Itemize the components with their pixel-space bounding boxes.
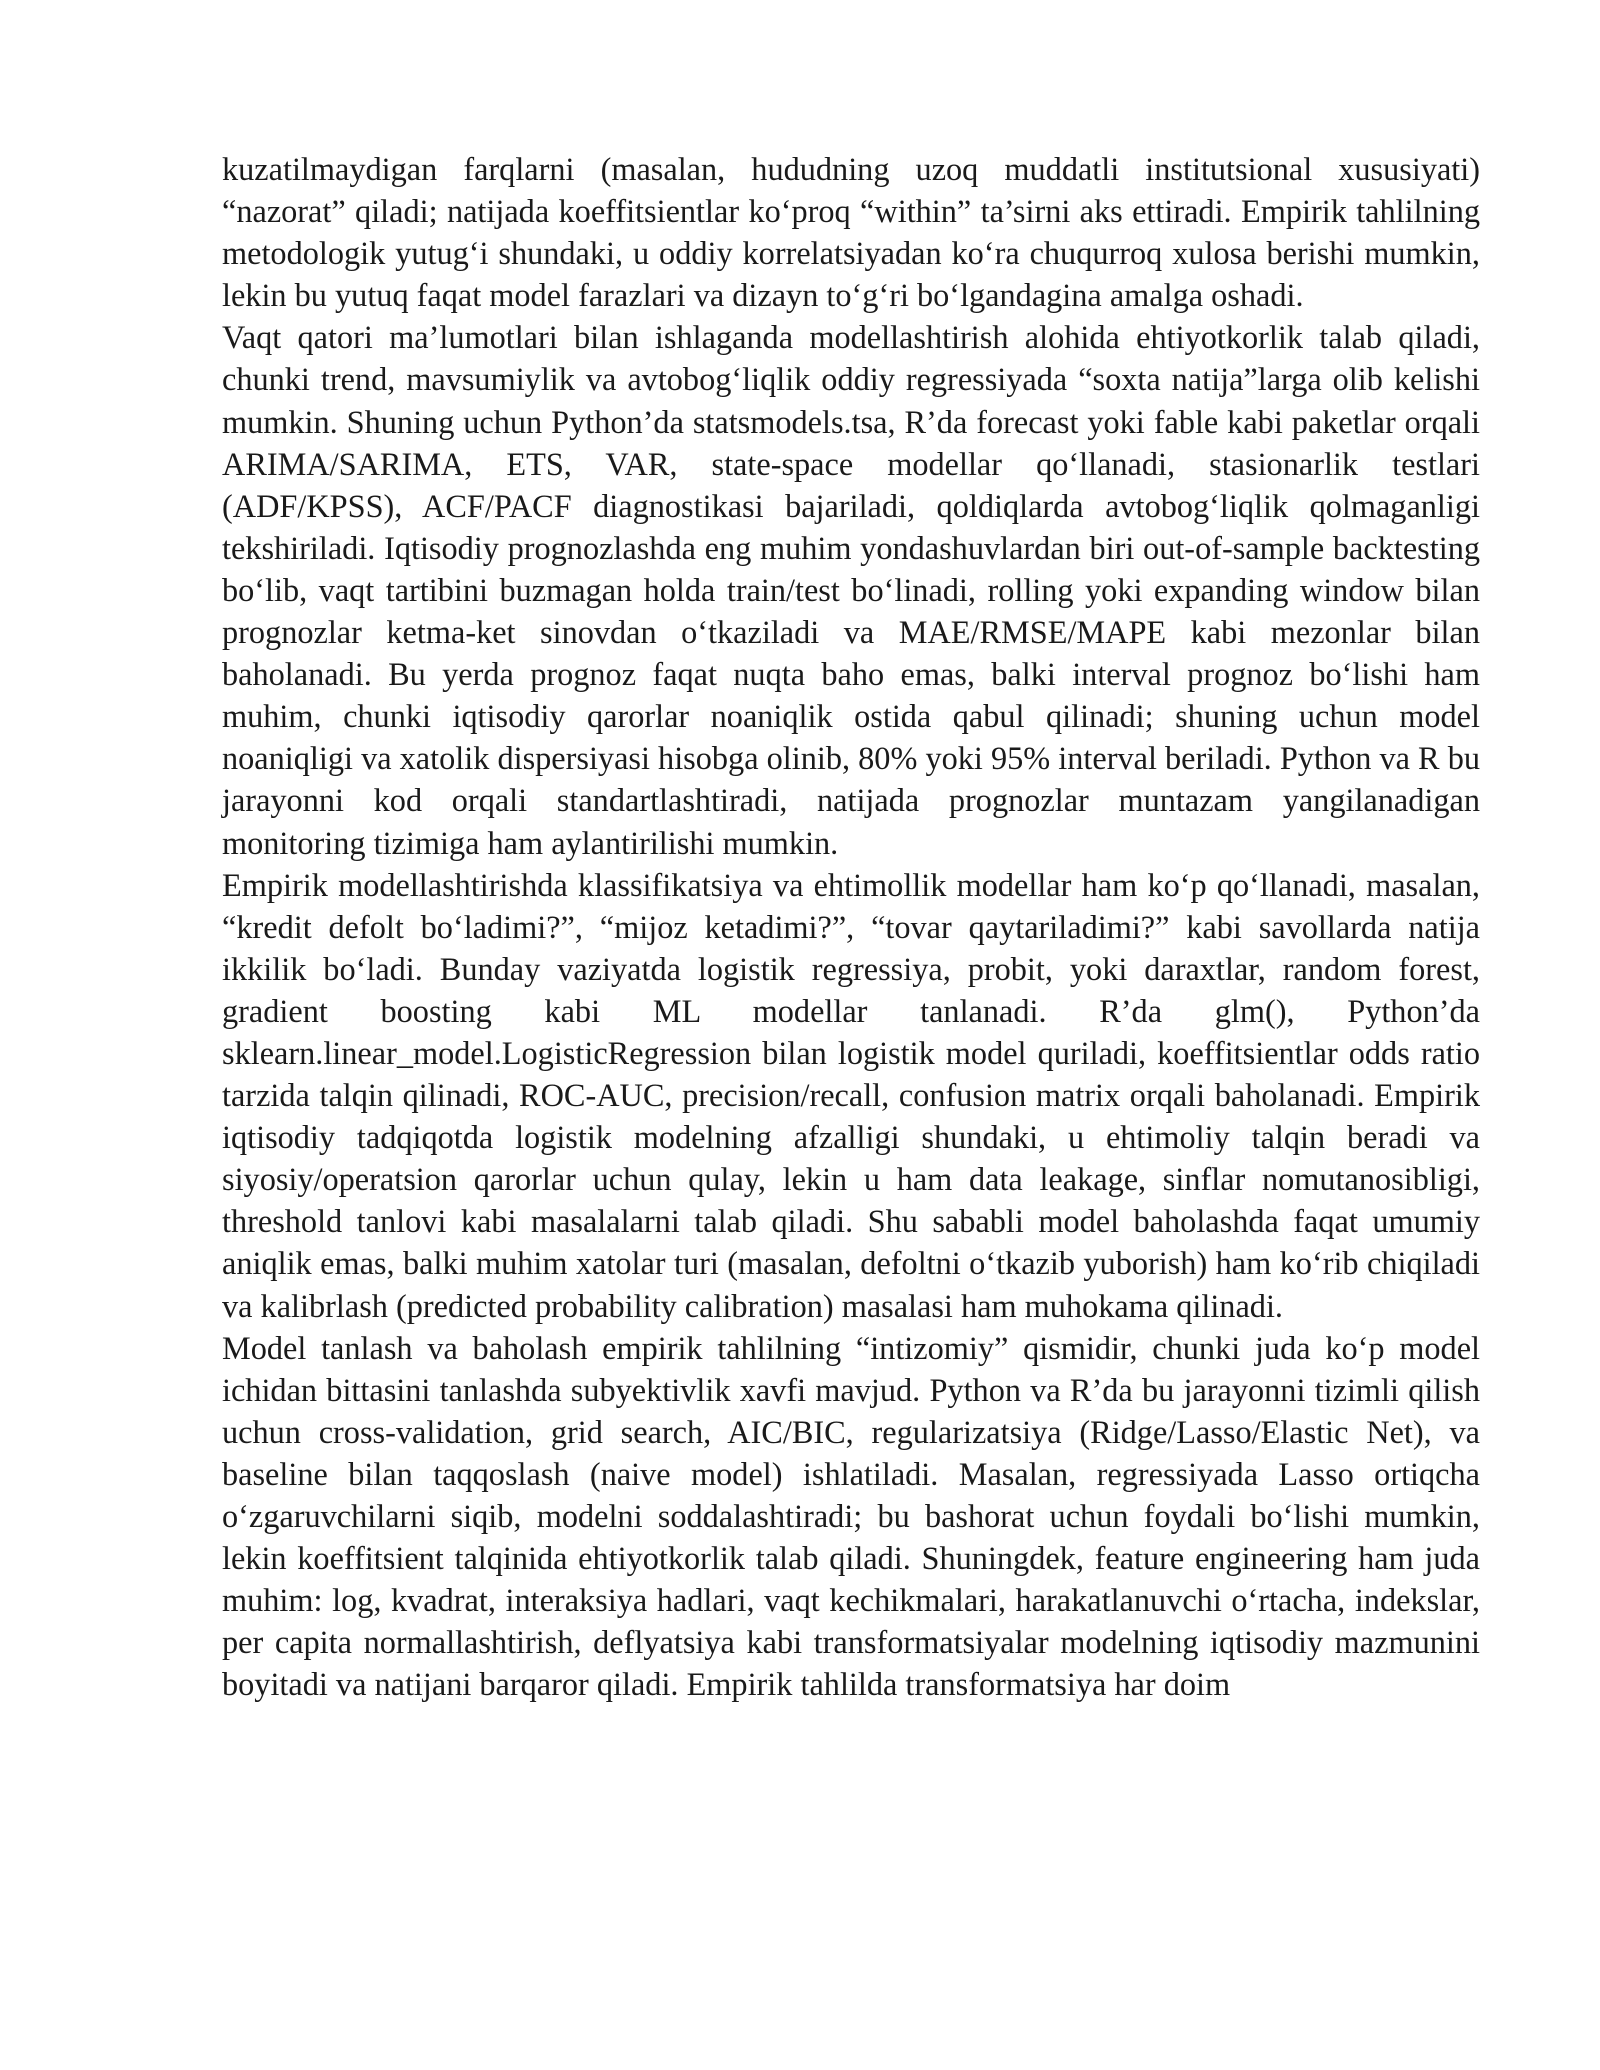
document-page: [222, 148, 1480, 1705]
paragraph-classification: Empirik modellashtirishda klassifikatsiya va ehtimollik modellar ham ko‘p qo‘llanadi, masalan, “kredit defolt bo‘ladimi?”, “mijoz ketadimi?”, “tovar qaytariladimi?” kabi savollarda natija ikkilik bo‘ladi. Bunday vaziyatda logistik regressiya, probit, yoki daraxtlar, random forest, gradient boosting kabi ML modellar tanlanadi. R’da glm(), Python’da sklearn.linear_model.LogisticRegression bilan logistik model quriladi, koeffitsientlar odds ratio tarzida talqin qilinadi, ROC-AUC, precision/recall, confusion matrix orqali baholanadi. Empirik iqtisodiy tadqiqotda logistik modelning afzalligi shundaki, u ehtimoliy talqin beradi va siyosiy/operatsion qarorlar uchun qulay, lekin u ham data leakage, sinflar nomutanosibligi, threshold tanlovi kabi masalalarni talab qiladi. Shu sababli model baholashda faqat umumiy aniqlik emas, balki muhim xatolar turi (masalan, defoltni o‘tkazib yuborish) ham ko‘rib chiqiladi va kalibrlash (predicted probability calibration) masalasi ham muhokama qilinadi.: [222, 866, 1480, 1324]
paragraph-fixed-effects-conclusion: kuzatilmaydigan farqlarni (masalan, hududning uzoq muddatli institutsional xususiyati) “nazorat” qiladi; natijada koeffitsientlar ko‘proq “within” ta’sirni aks ettiradi. Empirik tahlilning metodologik yutug‘i shundaki, u oddiy korrelatsiyadan ko‘ra chuqurroq xulosa berishi mumkin, lekin bu yutuq faqat model farazlari va dizayn to‘g‘ri bo‘lgandagina amalga oshadi.: [222, 151, 1480, 314]
paragraph-model-selection: Model tanlash va baholash empirik tahlilning “intizomiy” qismidir, chunki juda ko‘p model ichidan bittasini tanlashda subyektivlik xavfi mavjud. Python va R’da bu jarayonni tizimli qilish uchun cross-validation, grid search, AIC/BIC, regularizatsiya (Ridge/Lasso/Elastic Net), va baseline bilan taqqoslash (naive model) ishlatiladi. Masalan, regressiyada Lasso ortiqcha o‘zgaruvchilarni siqib, modelni soddalashtiradi; bu bashorat uchun foydali bo‘lishi mumkin, lekin koeffitsient talqinida ehtiyotkorlik talab qiladi. Shuningdek, feature engineering ham juda muhim: log, kvadrat, interaksiya hadlari, vaqt kechikmalari, harakatlanuvchi o‘rtacha, indekslar, per capita normallashtirish, deflyatsiya kabi transformatsiyalar modelning iqtisodiy mazmunini boyitadi va natijani barqaror qiladi. Empirik tahlilda transformatsiya har doim: [222, 1329, 1480, 1703]
paragraph-time-series: Vaqt qatori ma’lumotlari bilan ishlaganda modellashtirish alohida ehtiyotkorlik talab qiladi, chunki trend, mavsumiylik va avtobog‘liqlik oddiy regressiyada “soxta natija”larga olib kelishi mumkin. Shuning uchun Python’da statsmodels.tsa, R’da forecast yoki fable kabi paketlar orqali ARIMA/SARIMA, ETS, VAR, state-space modellar qo‘llanadi, stasionarlik testlari (ADF/KPSS), ACF/PACF diagnostikasi bajariladi, qoldiqlarda avtobog‘liqlik qolmaganligi tekshiriladi. Iqtisodiy prognozlashda eng muhim yondashuvlardan biri out-of-sample backtesting bo‘lib, vaqt tartibini buzmagan holda train/test bo‘linadi, rolling yoki expanding window bilan prognozlar ketma-ket sinovdan o‘tkaziladi va MAE/RMSE/MAPE kabi mezonlar bilan baholanadi. Bu yerda prognoz faqat nuqta baho emas, balki interval prognoz bo‘lishi ham muhim, chunki iqtisodiy qarorlar noaniqlik ostida qabul qilinadi; shuning uchun model noaniqligi va xatolik dispersiyasi hisobga olinib, 80% yoki 95% interval beriladi. Python va R bu jarayonni kod orqali standartlashtiradi, natijada prognozlar muntazam yangilanadigan monitoring tizimiga ham aylantirilishi mumkin.: [222, 319, 1480, 861]
